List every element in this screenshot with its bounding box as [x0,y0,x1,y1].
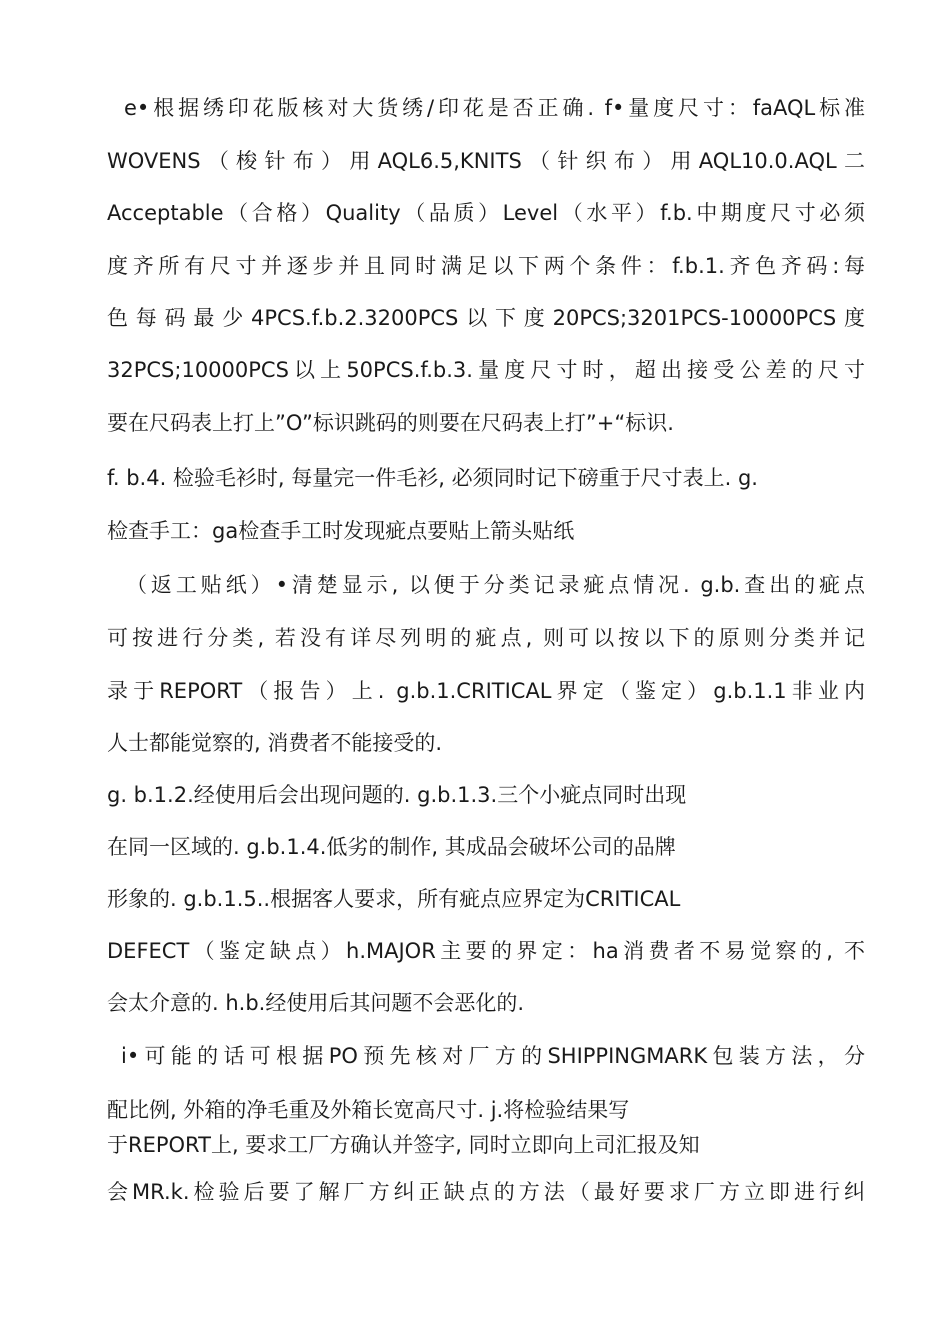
text-line: 于REPORT上, 要求工厂方确认并签字, 同时立即向上司汇报及知 [107,1133,700,1157]
text-line: 会太介意的. h.b.经使用后其问题不会恶化的. [107,991,525,1015]
text-line: 录于REPORT（报告）上. g.b.1.CRITICAL界定（鉴定）g.b.1.1非业内 [107,679,865,703]
text-line: 32PCS;10000PCS以上50PCS.f.b.3.量度尺寸时，超出接受公差的尺寸 [107,358,865,382]
text-line: e•根据绣印花版核对大货绣/印花是否正确. f•量度尺寸：faAQL标准 [124,96,865,120]
text-line: 人士都能觉察的, 消费者不能接受的. [107,731,443,755]
text-line: 可按进行分类, 若没有详尽列明的疵点, 则可以按以下的原则分类并记 [107,626,865,650]
text-line: 形象的. g.b.1.5..根据客人要求，所有疵点应界定为CRITICAL [107,887,681,911]
text-line: 配比例, 外箱的净毛重及外箱长宽高尺寸. j.将检验结果写 [107,1098,630,1122]
text-line: 度齐所有尺寸并逐步并且同时满足以下两个条件：f.b.1.齐色齐码:每 [107,254,865,278]
text-line: WOVENS（梭针布）用AQL6.5,KNITS（针织布）用AQL10.0.AQL二 [107,149,865,173]
text-line: Acceptable（合格）Quality（品质）Level（水平）f.b.中期度尺寸必须 [107,201,865,225]
text-line: g. b.1.2.经使用后会出现问题的. g.b.1.3.三个小疵点同时出现 [107,783,687,807]
text-line: 会MR.k.检验后要了解厂方纠正缺点的方法（最好要求厂方立即进行纠 [107,1180,865,1204]
text-line: 在同一区域的. g.b.1.4.低劣的制作, 其成品会破坏公司的品牌 [107,835,676,859]
text-line: DEFECT（鉴定缺点）h.MAJOR主要的界定：ha消费者不易觉察的, 不 [107,939,865,963]
text-line: （返工贴纸）•清楚显示, 以便于分类记录疵点情况. g.b.查出的疵点 [126,573,865,597]
text-line: i•可能的话可根据PO预先核对厂方的SHIPPINGMARK包装方法，分 [121,1044,865,1068]
text-line: 要在尺码表上打上”O”标识跳码的则要在尺码表上打”+“标识. [107,411,674,435]
text-line: 色每码最少4PCS.f.b.2.3200PCS以下度20PCS;3201PCS-10000PCS度 [107,306,865,330]
text-line: 检查手工：ga检查手工时发现疵点要贴上箭头贴纸 [107,519,575,543]
text-line: f. b.4. 检验毛衫时, 每量完一件毛衫, 必须同时记下磅重于尺寸表上. g. [107,466,758,490]
